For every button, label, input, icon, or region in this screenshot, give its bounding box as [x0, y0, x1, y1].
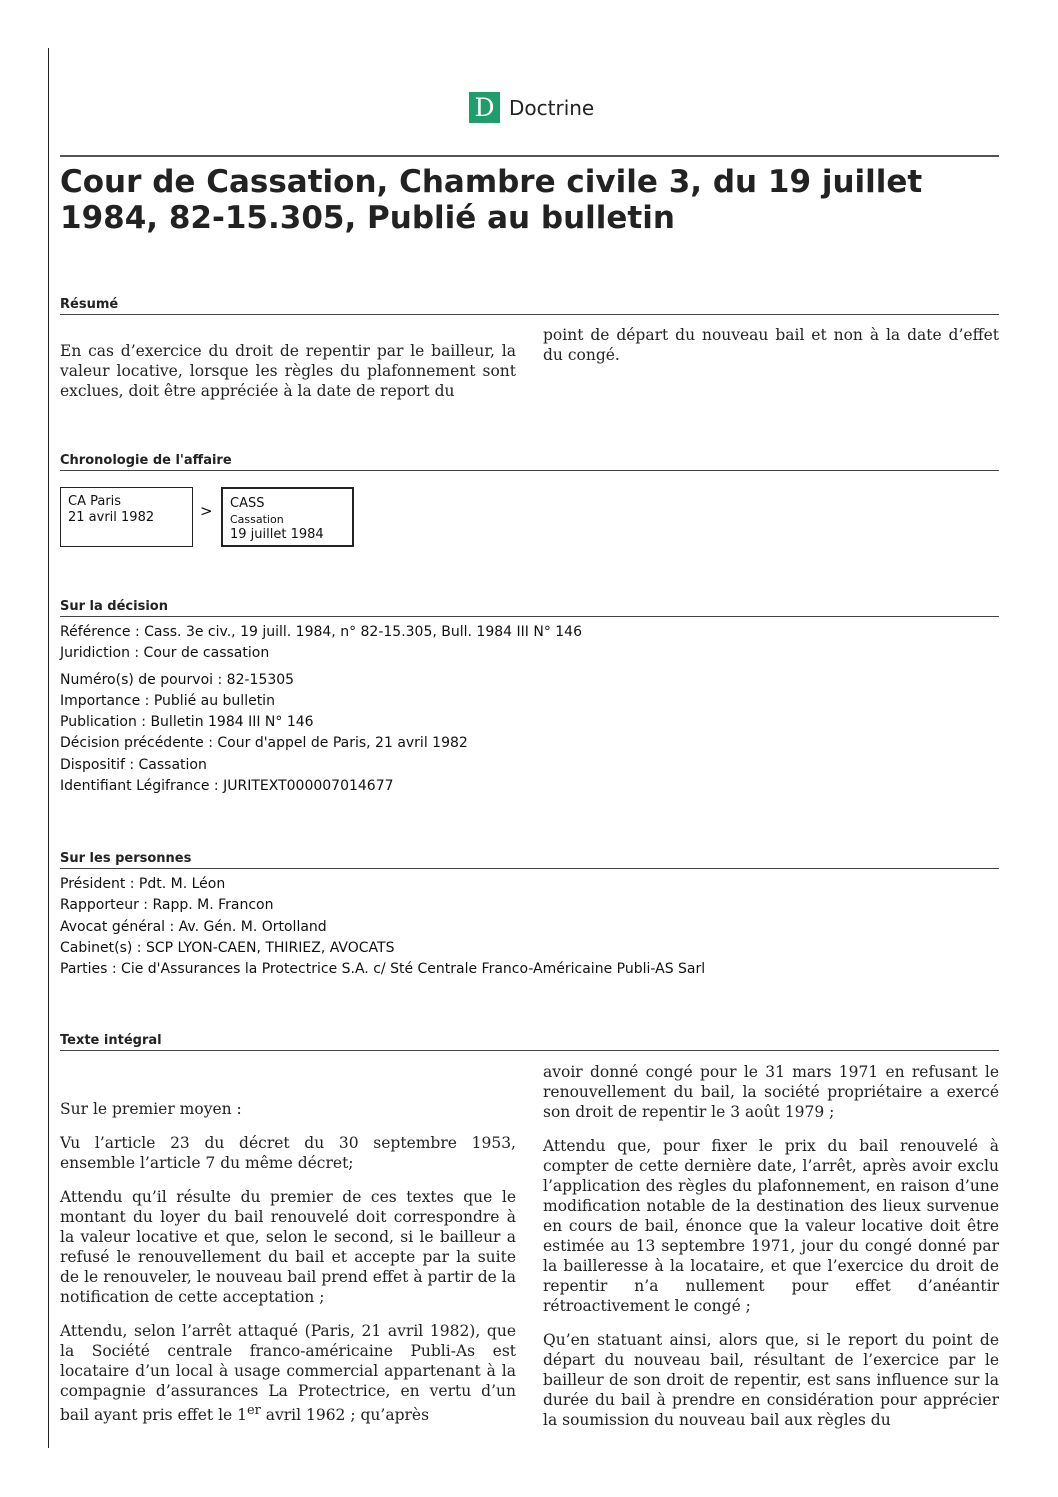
chrono-item-ca-paris[interactable] — [60, 487, 193, 547]
texte-paragraph: Attendu que, pour fixer le prix du bail renouvelé à compter de cette dernière date, l’arrêt, après avoir exclu l’application des règles du plafonnement, en raison d’une modification notable de la destination des lieux survenue en cours de bail, énonce que la valeur locative doit être estimée au 13 septembre 1971, jour du congé donné par la bailleresse à la locataire, et que l’exercice du droit de repentir n’a nullement pour effet d’anéantir rétroactivement le congé ; — [543, 1137, 999, 1315]
resume-heading: Résumé — [60, 297, 999, 315]
texte-heading: Texte intégral — [60, 1033, 999, 1051]
personne-parties: Parties : Cie d'Assurances la Protectrice S.A. c/ Sté Centrale Franco-Américaine Publi-AS Sarl — [60, 961, 706, 978]
decision-dispositif: Dispositif : Cassation — [60, 756, 207, 773]
decision-juridiction: Juridiction : Cour de cassation — [60, 645, 270, 662]
decision-pourvoi: Numéro(s) de pourvoi : 82-15305 — [60, 671, 295, 688]
decision-heading: Sur la décision — [60, 599, 999, 617]
title-rule — [60, 155, 999, 157]
decision-legifrance-id: Identifiant Légifrance : JURITEXT000007014677 — [60, 778, 394, 795]
chrono-type: Cassation — [230, 513, 284, 526]
chrono-arrow: > — [200, 502, 213, 520]
page-title: Cour de Cassation, Chambre civile 3, du 19 juillet 1984, 82-15.305, Publié au bulletin — [60, 164, 923, 236]
texte-col-1 — [60, 1099, 516, 1439]
chrono-court: CA Paris — [68, 494, 122, 509]
doctrine-logo[interactable] — [469, 92, 594, 123]
texte-paragraph: Attendu qu’il résulte du premier de ces textes que le montant du loyer du bail renouvelé doit correspondre à la valeur locative et que, selon le second, si le bailleur a refusé le renouvellement du bail et accepte par la suite de le renouveler, le nouveau bail prend effet à partir de la notification de cette acceptation ; — [60, 1188, 516, 1306]
personne-cabinets: Cabinet(s) : SCP LYON-CAEN, THIRIEZ, AVOCATS — [60, 939, 395, 956]
texte-paragraph: avoir donné congé pour le 31 mars 1971 en refusant le renouvellement du bail, la société propriétaire a exercé son droit de repentir le 3 août 1979 ; — [543, 1063, 999, 1121]
resume-col-2: point de départ du nouveau bail et non à la date d’effet du congé. — [543, 326, 999, 364]
chrono-date: 21 avril 1982 — [68, 510, 155, 525]
decision-details — [60, 622, 999, 797]
decision-publication: Publication : Bulletin 1984 III N° 146 — [60, 714, 314, 731]
decision-precedente: Décision précédente : Cour d'appel de Paris, 21 avril 1982 — [60, 735, 468, 752]
decision-importance: Importance : Publié au bulletin — [60, 692, 275, 709]
texte-paragraph: Vu l’article 23 du décret du 30 septembre 1953, ensemble l’article 7 du même décret; — [60, 1134, 516, 1172]
chrono-date: 19 juillet 1984 — [230, 527, 324, 542]
personnes-details — [60, 874, 999, 980]
personne-president: Président : Pdt. M. Léon — [60, 876, 226, 892]
chrono-item-cass[interactable] — [221, 487, 354, 547]
decision-reference: Référence : Cass. 3e civ., 19 juill. 1984, n° 82-15.305, Bull. 1984 III N° 146 — [60, 624, 582, 640]
chrono-court: CASS — [230, 496, 265, 511]
texte-paragraph: Attendu, selon l’arrêt attaqué (Paris, 21 avril 1982), que la Société centrale franco-américaine Publi-As est locataire d’un local à usage commercial appartenant à la compagnie d’assurances La Protectrice, en vertu d’un bail ayant pris effet le 1er avril 1962 ; qu’après — [60, 1322, 516, 1425]
personne-rapporteur: Rapporteur : Rapp. M. Francon — [60, 897, 274, 914]
texte-paragraph: Qu’en statuant ainsi, alors que, si le report du point de départ du nouveau bail, résultant de l’exercice par le bailleur de son droit de repentir, est sans influence sur la durée du bail à prendre en considération pour apprécier la soumission du nouveau bail aux règles du — [543, 1331, 999, 1429]
resume-col-1: En cas d’exercice du droit de repentir par le bailleur, la valeur locative, lorsque les règles du plafonnement sont exclues, doit être appréciée à la date de report du — [60, 342, 516, 400]
texte-paragraph: Sur le premier moyen : — [60, 1100, 242, 1118]
personnes-heading: Sur les personnes — [60, 851, 999, 869]
margin-rule — [48, 48, 49, 1448]
texte-col-2 — [543, 1062, 999, 1444]
doctrine-logo-text: Doctrine — [509, 95, 595, 120]
chronologie-heading: Chronologie de l'affaire — [60, 453, 999, 471]
personne-avocat-general: Avocat général : Av. Gén. M. Ortolland — [60, 918, 327, 935]
doctrine-logo-icon: D — [469, 92, 500, 123]
